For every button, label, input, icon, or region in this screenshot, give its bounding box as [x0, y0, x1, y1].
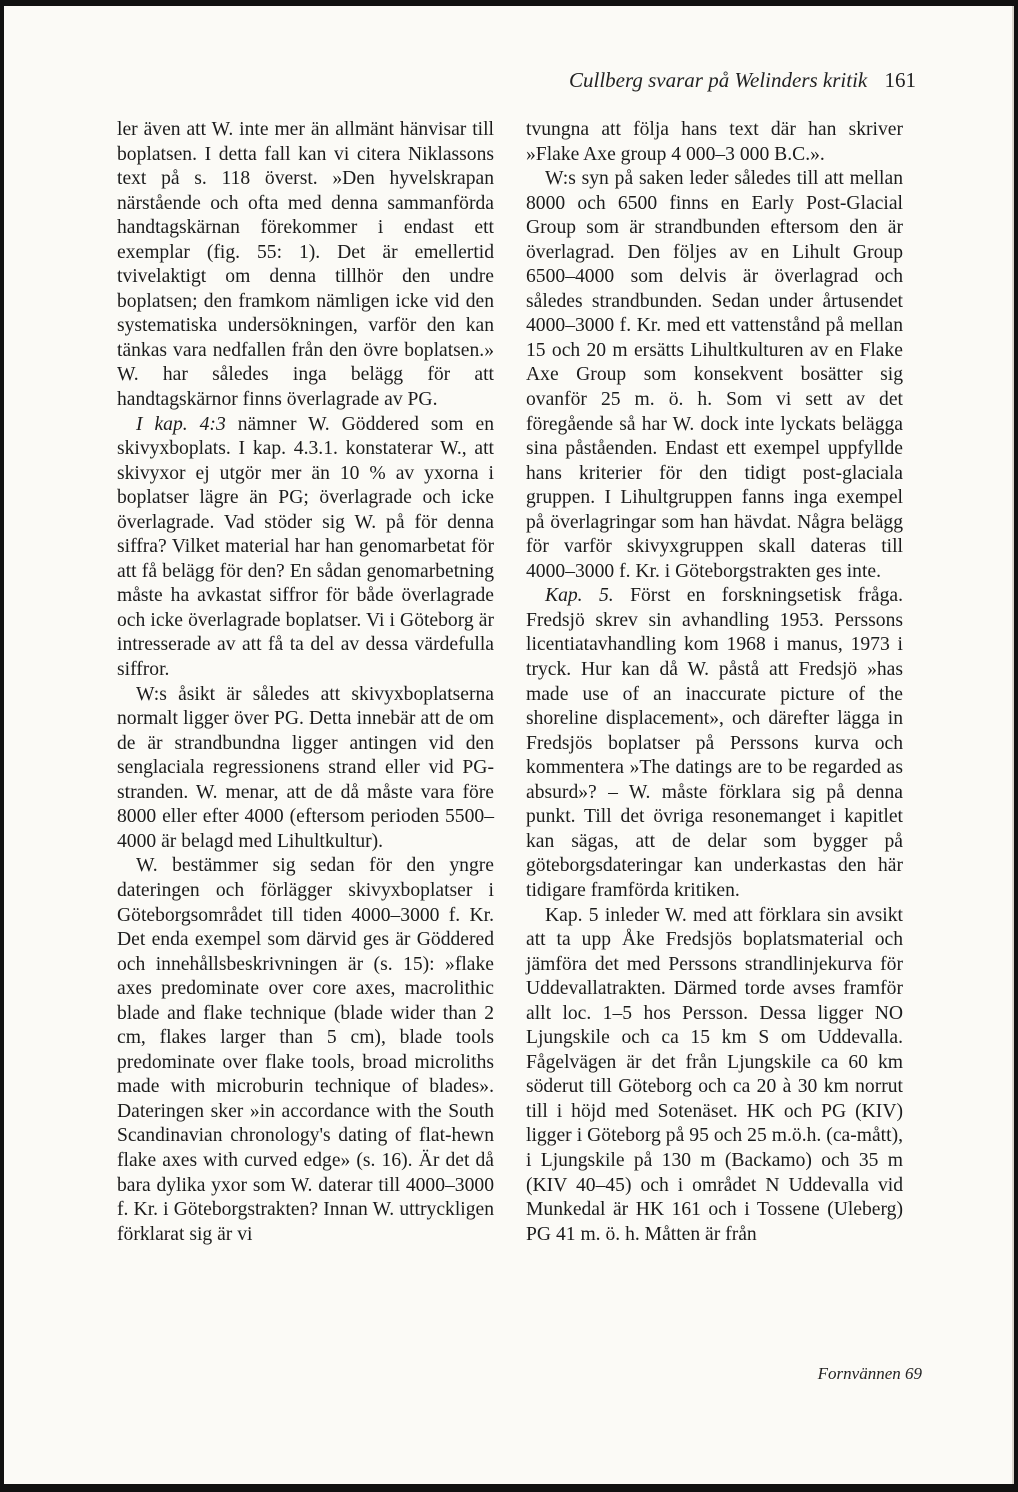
page-number: 161: [884, 68, 916, 92]
paragraph: W:s syn på saken leder således till att mellan 8000 och 6500 finns en Early Post-Glacial Group som är strandbunden eftersom den är överlagrad. Den följes av en Lihult Group 6500–4000 som delvis är överlagrad och således strandbunden. Sedan under årtusendet 4000–3000 f. Kr. med ett vattenstånd på mellan 15 och 20 m ersätts Lihultkulturen av en Flake Axe Group som konsekvent bosätter sig ovanför 25 m. ö. h. Som vi sett av det föregående så har W. dock inte lyckats belägga sina påståenden. Endast ett exempel uppfyllde hans kriterier för den tidigt post-glaciala gruppen. I Lihultgruppen fanns inga exempel på överlagringar som han hävdat. Några belägg för varför skivyxgruppen skall dateras till 4000–3000 f. Kr. i Göteborgstrakten ges inte.: [526, 168, 903, 582]
paragraph: ler även att W. inte mer än allmänt hänvisar till boplatsen. I detta fall kan vi citera Niklassons text på s. 118 överst. »Den hyvelskrapan närstående och ofta med denna sammanförda handtagskärnan förekommer i endast ett exemplar (fig. 55: 1). Det är emellertid tvivelaktigt om denna tillhör den undre boplatsen; den framkom nämligen icke vid den systematiska undersökningen, varför den kan tänkas vara nedfallen från den övre boplatsen.» W. har således inga belägg för att handtagskärnor finns överlagrade av PG.: [117, 119, 494, 411]
paragraph: [526, 584, 903, 903]
paragraph-text: Först en forskningsetisk fråga. Fredsjö skrev sin avhandling 1953. Perssons licentiatavhandling kom 1968 i manus, 1973 i tryck. Hur kan då W. påstå att Fredsjö »has made use of an inaccurate picture of the shoreline displacement», och därefter lägga in Fredsjös boplatser på Perssons kurva och kommentera »The datings are to be regarded as absurd»? – W. måste förklara sig på denna punkt. Till det övriga resonemanget i kapitlet kan sägas, att de delar som bygger på göteborgsdateringar kan underkastas den här tidigare framförda kritiken.: [526, 585, 904, 901]
paragraph: W. bestämmer sig sedan för den yngre dateringen och förlägger skivyxboplatser i Göteborgsområdet till tiden 4000–3000 f. Kr. Det enda exempel som därvid ges är Göddered och innehållsbeskrivningen är (s. 15): »flake axes predominate over core axes, macrolithic blade and flake technique (blade wider than 2 cm, flakes larger than 5 cm), blade tools predominate over flake tools, broad microliths made with microburin technique of blades». Dateringen sker »in accordance with the South Scandinavian chronology's dating of flat-hewn flake axes with curved edge» (s. 16). Är det då bara dylika yxor som W. daterar till 4000–3000 f. Kr. i Göteborgstrakten? Innan W. uttryckligen förklarat sig är vi: [117, 855, 494, 1245]
paragraph: W:s åsikt är således att skivyxboplatserna normalt ligger över PG. Detta innebär att de om de är strandbundna ligger antingen vid den senglaciala regressionens strand eller vid PG-stranden. W. menar, att de då måste vara före 8000 eller efter 4000 (eftersom perioden 5500–4000 är belagd med Lihultkultur).: [117, 683, 494, 852]
paragraph: tvungna att följa hans text där han skriver »Flake Axe group 4 000–3 000 B.C.».: [526, 119, 903, 165]
running-title: Cullberg svarar på Welinders kritik: [568, 68, 868, 92]
paragraph-text: nämner W. Göddered som en skivyxboplats. I kap. 4.3.1. konstaterar W., att skivyxor ej utgör mer än 10 % av yxorna i boplatser lägre än PG; överlagrade och icke överlagrade. Vad stöder sig W. på för denna siffra? Vilket material har han genomarbetat för att få belägg för den? En sådan genomarbetning måste ha avkastat siffror för både överlagrade och icke överlagrade boplatser. Vi i Göteborg är intresserade av att få ta del av dessa värdefulla siffror.: [117, 413, 494, 681]
right-column: [526, 118, 903, 1247]
journal-footer: Fornvännen 69: [817, 1364, 922, 1383]
document-page: [4, 6, 1014, 1484]
paragraph: [117, 413, 494, 683]
running-header: [569, 68, 916, 93]
chapter-reference: I kap. 4:3: [136, 413, 226, 435]
chapter-reference: Kap. 5.: [545, 585, 614, 607]
paragraph: Kap. 5 inleder W. med att förklara sin avsikt att ta upp Åke Fredsjös boplatsmaterial och jämföra det med Perssons strandlinjekurva för Uddevallatrakten. Därmed torde avses framför allt loc. 1–5 hos Persson. Dessa ligger NO Ljungskile och ca 15 km S om Uddevalla. Fågelvägen är det från Ljungskile ca 60 km söderut till Göteborg och ca 20 à 30 km norrut till i höjd med Sotenäset. HK och PG (KIV) ligger i Göteborg på 95 och 25 m.ö.h. (ca-mått), i Ljungskile på 130 m (Backamo) och 35 m (KIV 40–45) och i området N Uddevalla vid Munkedal är HK 161 och i Tossene (Uleberg) PG 41 m. ö. h. Måtten är från: [526, 904, 903, 1245]
left-column: [117, 118, 494, 1247]
